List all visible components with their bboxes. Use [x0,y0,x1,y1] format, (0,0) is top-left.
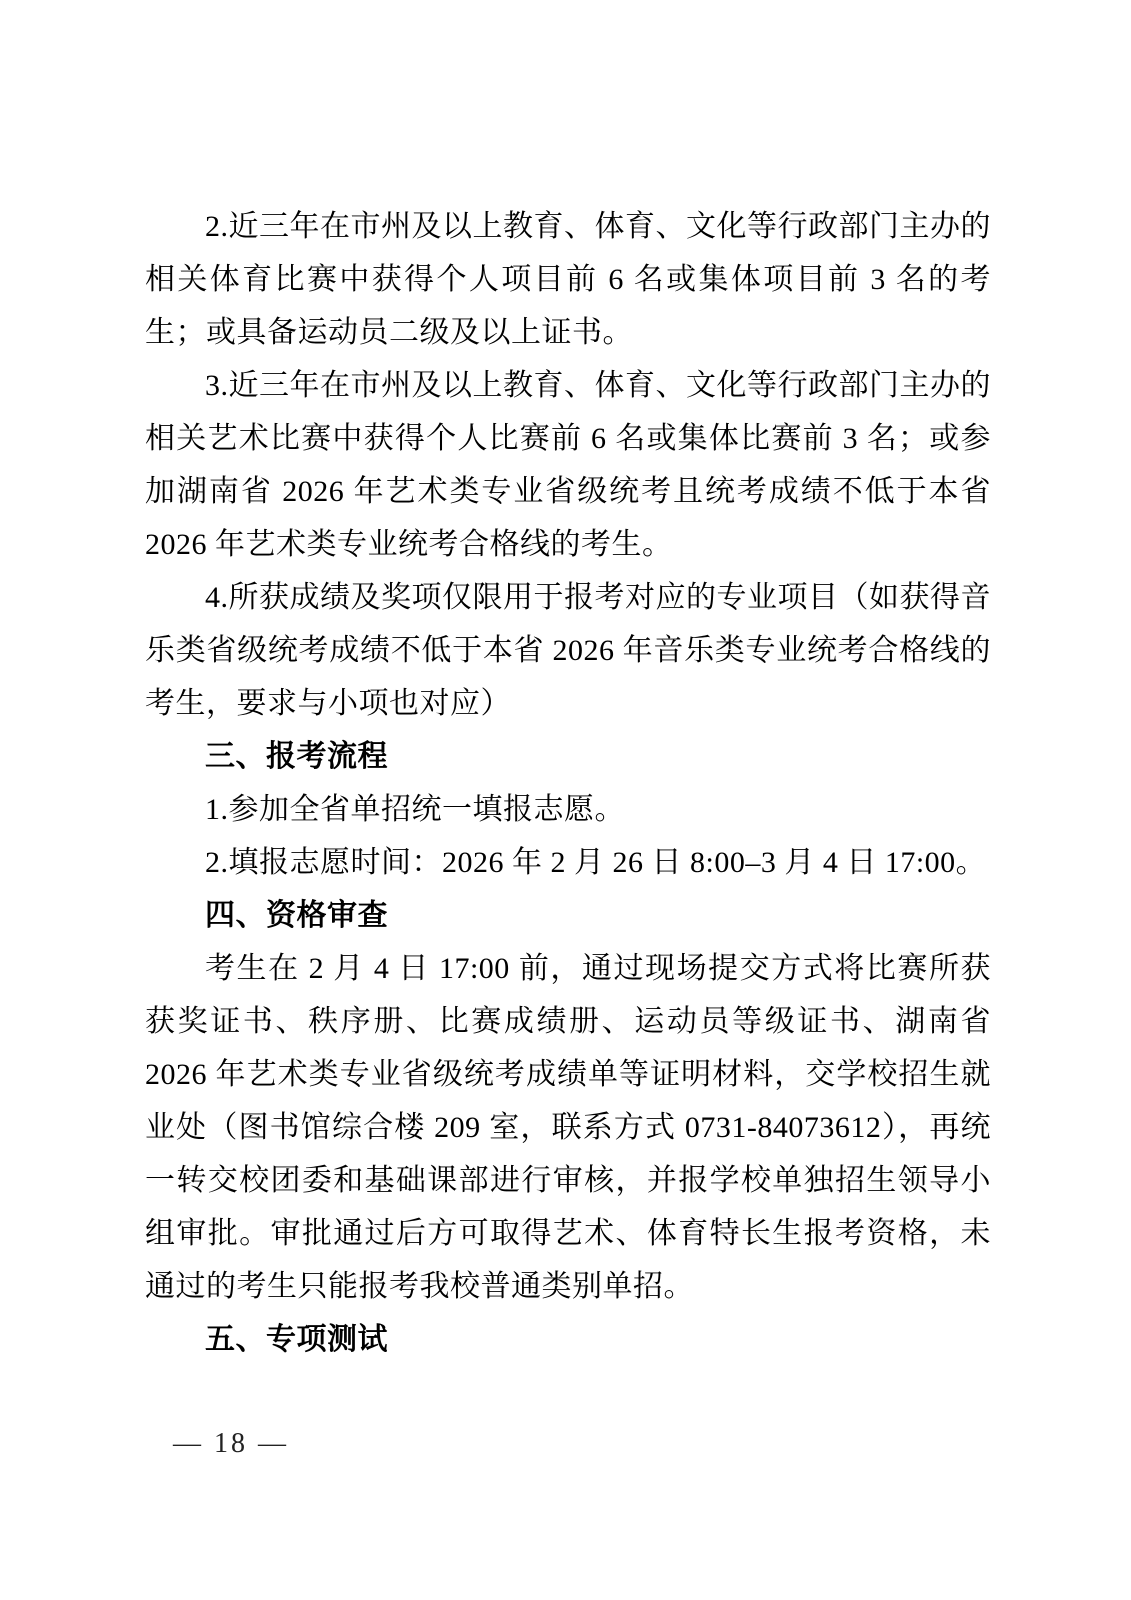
page-number: — 18 — [173,1428,289,1459]
document-body [145,200,991,1366]
section-heading: 三、报考流程 [205,740,388,773]
section-heading: 四、资格审查 [205,899,388,932]
section-heading: 五、专项测试 [205,1323,388,1356]
body-paragraph: 1.参加全省单招统一填报志愿。 [205,793,625,826]
body-paragraph: 考生在 2 月 4 日 17:00 前，通过现场提交方式将比赛所获获奖证书、秩序册、比赛成绩册、运动员等级证书、湖南省 2026 年艺术类专业省级统考成绩单等证明材料，交学校招生就业处（图书馆综合楼 209 室，联系方式 0731-84073612），再统一转交校团委和基础课部进行审核，并报学校单独招生领导小组审批。审批通过后方可取得艺术、体育特长生报考资格，未通过的考生只能报考我校普通类别单招。 [145,952,991,1303]
page-footer [173,1428,289,1460]
body-paragraph: 4.所获成绩及奖项仅限用于报考对应的专业项目（如获得音乐类省级统考成绩不低于本省 2026 年音乐类专业统考合格线的考生，要求与小项也对应） [145,581,991,720]
body-paragraph: 2.填报志愿时间：2026 年 2 月 26 日 8:00–3 月 4 日 17:00。 [205,846,987,879]
body-paragraph: 2.近三年在市州及以上教育、体育、文化等行政部门主办的相关体育比赛中获得个人项目前 6 名或集体项目前 3 名的考生；或具备运动员二级及以上证书。 [145,210,991,349]
body-paragraph: 3.近三年在市州及以上教育、体育、文化等行政部门主办的相关艺术比赛中获得个人比赛前 6 名或集体比赛前 3 名；或参加湖南省 2026 年艺术类专业省级统考且统考成绩不低于本省 2026 年艺术类专业统考合格线的考生。 [145,369,991,561]
